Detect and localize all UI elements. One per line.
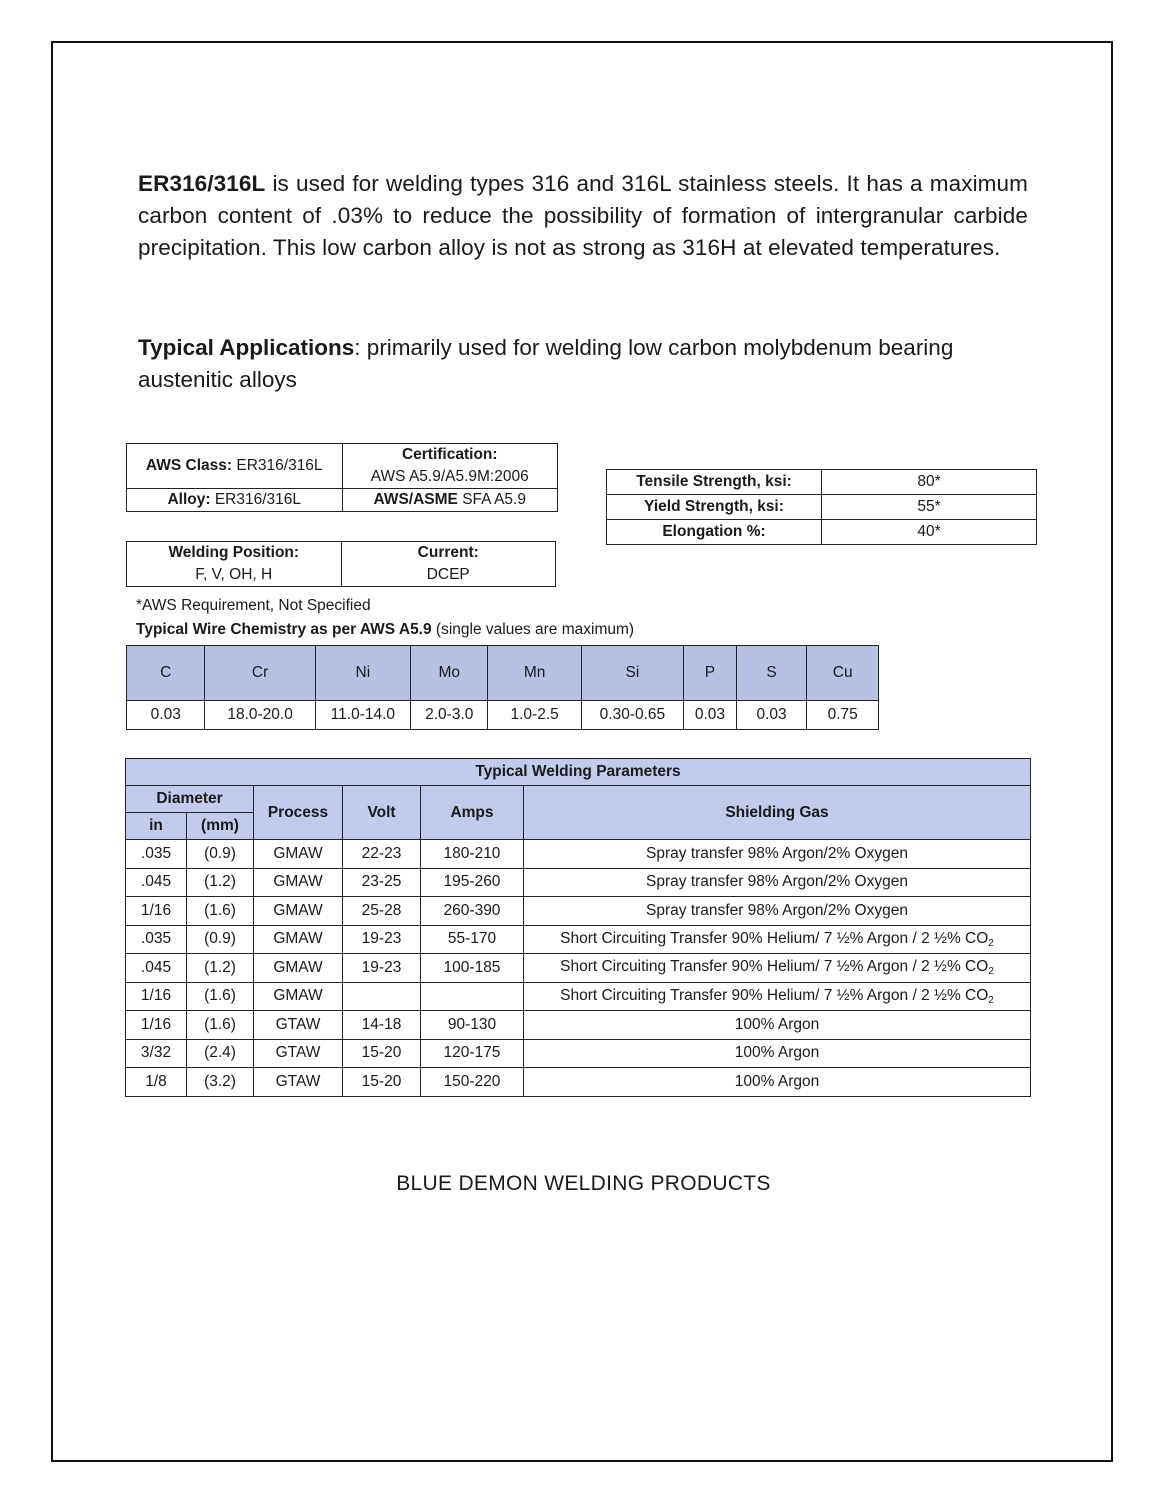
table-row <box>126 897 1031 926</box>
welding-position-cell: Welding Position: F, V, OH, H <box>127 542 342 587</box>
diameter-mm: (2.4) <box>187 1039 254 1068</box>
parameters-title: Typical Welding Parameters <box>126 759 1031 786</box>
applications-paragraph <box>138 332 968 396</box>
in-header: in <box>126 813 187 840</box>
chemistry-value: 11.0-14.0 <box>315 701 410 730</box>
chemistry-element: Cu <box>807 646 879 701</box>
volt-cell <box>343 982 421 1011</box>
diameter-in: 1/16 <box>126 982 187 1011</box>
chemistry-element: Mo <box>411 646 488 701</box>
diameter-mm: (3.2) <box>187 1068 254 1097</box>
volt-cell: 14-18 <box>343 1011 421 1040</box>
co2-subscript: 2 <box>988 966 994 978</box>
diameter-in: 3/32 <box>126 1039 187 1068</box>
shielding-gas-cell: Short Circuiting Transfer 90% Helium/ 7 ½% Argon / 2 ½% $CO_2$ <box>524 925 1031 954</box>
diameter-in: .035 <box>126 925 187 954</box>
diameter-mm: (1.6) <box>187 982 254 1011</box>
process-cell: GMAW <box>254 840 343 869</box>
table-row <box>126 840 1031 869</box>
table-row <box>126 982 1031 1011</box>
diameter-mm: (1.2) <box>187 954 254 983</box>
applications-text: : primarily used for welding low carbon molybdenum bearing austenitic alloys <box>138 335 954 392</box>
diameter-in: .045 <box>126 954 187 983</box>
mm-header: (mm) <box>187 813 254 840</box>
table-row <box>126 1011 1031 1040</box>
strength-label: Yield Strength, ksi: <box>607 495 822 520</box>
amps-cell: 195-260 <box>421 868 524 897</box>
aws-class-cell: AWS Class: ER316/316L <box>127 444 343 489</box>
process-header: Process <box>254 786 343 840</box>
table-row <box>126 1068 1031 1097</box>
diameter-in: 1/16 <box>126 897 187 926</box>
shielding-gas-cell: Spray transfer 98% Argon/2% Oxygen <box>524 840 1031 869</box>
chemistry-element: Si <box>581 646 683 701</box>
volt-cell: 15-20 <box>343 1039 421 1068</box>
strength-value: 80* <box>822 470 1037 495</box>
volt-cell: 19-23 <box>343 925 421 954</box>
alloy-name: ER316/316L <box>138 171 266 196</box>
strength-value: 40* <box>822 520 1037 545</box>
intro-paragraph <box>138 168 1028 264</box>
diameter-in: .045 <box>126 868 187 897</box>
chemistry-element: S <box>736 646 807 701</box>
amps-cell: 55-170 <box>421 925 524 954</box>
welding-parameters-table <box>125 758 1031 1097</box>
current-cell: Current: DCEP <box>341 542 556 587</box>
footer-brand: BLUE DEMON WELDING PRODUCTS <box>396 1172 771 1195</box>
amps-cell: 150-220 <box>421 1068 524 1097</box>
applications-label: Typical Applications <box>138 335 355 360</box>
amps-header: Amps <box>421 786 524 840</box>
chemistry-title: Typical Wire Chemistry as per AWS A5.9 (single values are maximum) <box>136 621 635 638</box>
alloy-cell: Alloy: ER316/316L <box>127 489 343 512</box>
amps-cell <box>421 982 524 1011</box>
chemistry-table <box>126 645 879 730</box>
process-cell: GMAW <box>254 954 343 983</box>
volt-cell: 15-20 <box>343 1068 421 1097</box>
amps-cell: 100-185 <box>421 954 524 983</box>
volt-cell: 23-25 <box>343 868 421 897</box>
diameter-in: .035 <box>126 840 187 869</box>
diameter-mm: (0.9) <box>187 840 254 869</box>
strength-table <box>606 469 1037 545</box>
process-cell: GTAW <box>254 1011 343 1040</box>
amps-cell: 90-130 <box>421 1011 524 1040</box>
process-cell: GMAW <box>254 925 343 954</box>
diameter-mm: (1.2) <box>187 868 254 897</box>
chemistry-element: Mn <box>488 646 581 701</box>
strength-value: 55* <box>822 495 1037 520</box>
chemistry-element: Ni <box>315 646 410 701</box>
volt-cell: 25-28 <box>343 897 421 926</box>
chemistry-value: 0.03 <box>127 701 205 730</box>
shielding-gas-cell: 100% Argon <box>524 1068 1031 1097</box>
diameter-mm: (0.9) <box>187 925 254 954</box>
shielding-gas-cell: Spray transfer 98% Argon/2% Oxygen <box>524 897 1031 926</box>
process-cell: GMAW <box>254 982 343 1011</box>
diameter-mm: (1.6) <box>187 1011 254 1040</box>
process-cell: GMAW <box>254 868 343 897</box>
table-row <box>126 868 1031 897</box>
co2-subscript: 2 <box>988 994 994 1006</box>
asme-cell: AWS/ASME SFA A5.9 <box>342 489 558 512</box>
strength-row <box>607 495 1037 520</box>
position-table <box>126 541 556 587</box>
shielding-gas-header: Shielding Gas <box>524 786 1031 840</box>
intro-text: is used for welding types 316 and 316L stainless steels. It has a maximum carbon content of .03% to reduce the possibility of formation of intergranular carbide precipitation. This low carbon alloy is not as strong as 316H at elevated temperatures. <box>138 171 1028 260</box>
chemistry-value: 2.0-3.0 <box>411 701 488 730</box>
diameter-in: 1/8 <box>126 1068 187 1097</box>
chemistry-value: 0.03 <box>684 701 737 730</box>
table-row <box>126 954 1031 983</box>
chemistry-element: Cr <box>205 646 315 701</box>
diameter-in: 1/16 <box>126 1011 187 1040</box>
process-cell: GTAW <box>254 1068 343 1097</box>
shielding-gas-cell: 100% Argon <box>524 1039 1031 1068</box>
certification-value: AWS A5.9/A5.9M:2006 <box>342 466 558 489</box>
chemistry-value: 1.0-2.5 <box>488 701 581 730</box>
process-cell: GMAW <box>254 897 343 926</box>
co2-subscript: 2 <box>988 937 994 949</box>
strength-label: Elongation %: <box>607 520 822 545</box>
diameter-mm: (1.6) <box>187 897 254 926</box>
chemistry-element: C <box>127 646 205 701</box>
amps-cell: 180-210 <box>421 840 524 869</box>
shielding-gas-cell: Short Circuiting Transfer 90% Helium/ 7 ½% Argon / 2 ½% $CO_2$ <box>524 982 1031 1011</box>
strength-label: Tensile Strength, ksi: <box>607 470 822 495</box>
chemistry-value: 0.75 <box>807 701 879 730</box>
table-row <box>126 925 1031 954</box>
amps-cell: 120-175 <box>421 1039 524 1068</box>
chemistry-value: 0.03 <box>736 701 807 730</box>
table-row <box>126 1039 1031 1068</box>
volt-header: Volt <box>343 786 421 840</box>
volt-cell: 22-23 <box>343 840 421 869</box>
process-cell: GTAW <box>254 1039 343 1068</box>
shielding-gas-cell: 100% Argon <box>524 1011 1031 1040</box>
certification-label: Certification: <box>342 444 558 467</box>
aws-requirement-note: *AWS Requirement, Not Specified <box>136 597 371 614</box>
diameter-header: Diameter <box>126 786 254 813</box>
chemistry-value: 0.30-0.65 <box>581 701 683 730</box>
shielding-gas-cell: Spray transfer 98% Argon/2% Oxygen <box>524 868 1031 897</box>
shielding-gas-cell: Short Circuiting Transfer 90% Helium/ 7 ½% Argon / 2 ½% $CO_2$ <box>524 954 1031 983</box>
chemistry-element: P <box>684 646 737 701</box>
chemistry-value: 18.0-20.0 <box>205 701 315 730</box>
amps-cell: 260-390 <box>421 897 524 926</box>
class-table <box>126 443 558 512</box>
strength-row <box>607 470 1037 495</box>
volt-cell: 19-23 <box>343 954 421 983</box>
strength-row <box>607 520 1037 545</box>
